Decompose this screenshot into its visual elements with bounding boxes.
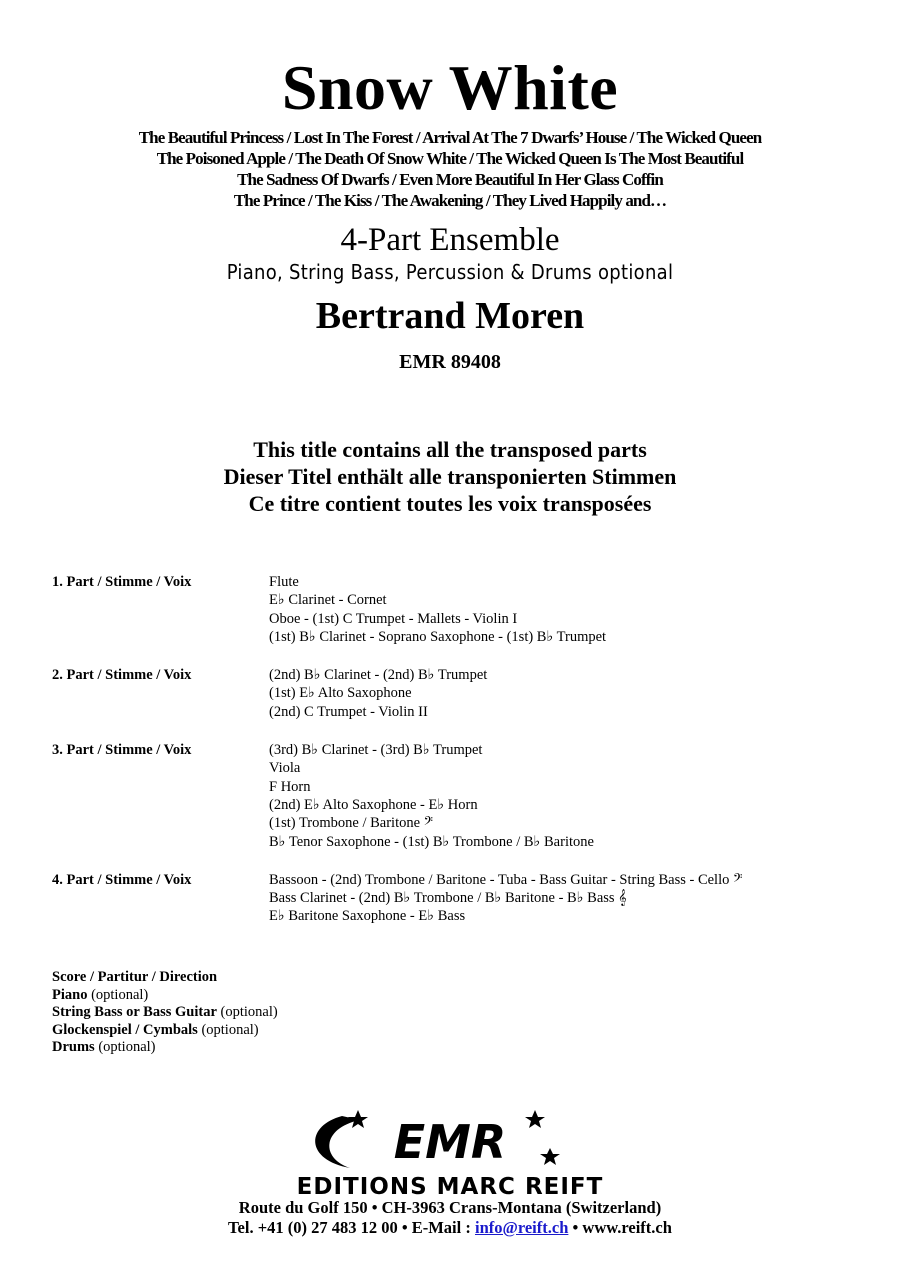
- extra-part: [52, 1004, 278, 1022]
- extra-part-note: (optional): [220, 1004, 278, 1020]
- part-label: 2. Part / Stimme / Voix: [52, 667, 192, 684]
- emr-logo: [300, 1108, 600, 1178]
- subtitle-line: The Beautiful Princess / Lost In The Forest / Arrival At The 7 Dwarfs’ House / The Wicked Queen: [138, 128, 762, 147]
- star-icon: [540, 1148, 560, 1165]
- catalog-number: EMR 89408: [399, 351, 501, 373]
- part-instruments: [269, 741, 594, 851]
- publisher-name: EDITIONS MARC REIFT: [296, 1174, 604, 1200]
- part-group-1: [52, 573, 872, 646]
- instrument-line: Flute: [269, 574, 299, 590]
- part-group-4: [52, 871, 872, 926]
- part-group-3: [52, 741, 872, 851]
- extra-part-name: Score / Partitur / Direction: [52, 969, 218, 985]
- subtitle-line: The Poisoned Apple / The Death Of Snow White / The Wicked Queen Is The Most Beautiful: [156, 149, 744, 168]
- transposition-note-de: Dieser Titel enthält alle transponierten Stimmen: [223, 464, 677, 489]
- instrument-line: Oboe - (1st) C Trumpet - Mallets - Violin I: [269, 610, 518, 627]
- instrument-line: (1st) E♭ Alto Saxophone: [269, 685, 412, 702]
- subtitle-line: The Sadness Of Dwarfs / Even More Beautiful In Her Glass Coffin: [237, 170, 663, 189]
- instrument-line: (2nd) B♭ Clarinet - (2nd) B♭ Trumpet: [269, 667, 488, 684]
- instrument-line: E♭ Clarinet - Cornet: [269, 592, 387, 609]
- extra-part-note: (optional): [98, 1039, 156, 1055]
- publisher-contact: [0, 1218, 900, 1238]
- extra-part-note: (optional): [201, 1021, 259, 1038]
- instrument-line: Viola: [269, 760, 301, 777]
- part-label: 3. Part / Stimme / Voix: [52, 742, 192, 759]
- extra-part: [52, 1039, 278, 1057]
- instrument-line: (3rd) B♭ Clarinet - (3rd) B♭ Trumpet: [269, 742, 483, 759]
- additional-parts: [52, 969, 278, 1057]
- email-link[interactable]: info@reift.ch: [474, 1218, 569, 1237]
- instrument-line: (2nd) E♭ Alto Saxophone - E♭ Horn: [269, 796, 478, 813]
- extra-part: [52, 987, 278, 1005]
- page-title: Snow White: [281, 52, 619, 123]
- instrument-line: (1st) B♭ Clarinet - Soprano Saxophone - (1st) B♭ Trumpet: [269, 628, 607, 645]
- instrument-line: B♭ Tenor Saxophone - (1st) B♭ Trombone / B♭ Baritone: [269, 833, 594, 850]
- extra-part-name: Drums: [52, 1039, 95, 1055]
- star-icon: [525, 1110, 545, 1128]
- part-label: 4. Part / Stimme / Voix: [52, 871, 192, 888]
- extra-part: [52, 1022, 278, 1040]
- ensemble-type: 4-Part Ensemble: [340, 222, 560, 258]
- part-group-2: [52, 666, 872, 721]
- instrument-line: Bassoon - (2nd) Trombone / Baritone - Tuba - Bass Guitar - String Bass - Cello 𝄢: [269, 871, 743, 888]
- extra-part: [52, 969, 278, 987]
- instrument-line: F Horn: [269, 778, 311, 795]
- part-instruments: [269, 573, 606, 646]
- contact-phone: Tel. +41 (0) 27 483 12 00 • E-Mail :: [228, 1218, 475, 1237]
- contact-web: • www.reift.ch: [568, 1218, 672, 1237]
- parts-list: [52, 573, 872, 946]
- instrument-line: (2nd) C Trumpet - Violin II: [269, 703, 428, 720]
- instrument-line: (1st) Trombone / Baritone 𝄢: [269, 815, 433, 832]
- composer-name: Bertrand Moren: [315, 295, 585, 337]
- instrument-line: Bass Clarinet - (2nd) B♭ Trombone / B♭ Baritone - B♭ Bass 𝄞: [269, 890, 627, 907]
- part-instruments: [269, 871, 742, 926]
- star-icon: [348, 1110, 368, 1128]
- part-instruments: [269, 666, 487, 721]
- extra-part-name: Glockenspiel / Cymbals: [52, 1021, 198, 1038]
- publisher-address: Route du Golf 150 • CH-3963 Crans-Montana (Switzerland): [238, 1198, 662, 1217]
- extra-part-note: (optional): [91, 986, 149, 1003]
- extra-part-name: Piano: [52, 986, 88, 1003]
- logo-text: EMR: [393, 1115, 507, 1169]
- instrumentation: Piano, String Bass, Percussion & Drums optional: [226, 260, 674, 284]
- transposition-note-fr: Ce titre contient toutes les voix transposées: [248, 491, 652, 516]
- subtitle-line: The Prince / The Kiss / The Awakening / They Lived Happily and…: [233, 191, 667, 210]
- transposition-note-en: This title contains all the transposed parts: [253, 437, 647, 462]
- part-label: 1. Part / Stimme / Voix: [52, 574, 192, 590]
- instrument-line: E♭ Baritone Saxophone - E♭ Bass: [269, 908, 466, 925]
- extra-part-name: String Bass or Bass Guitar: [52, 1004, 217, 1020]
